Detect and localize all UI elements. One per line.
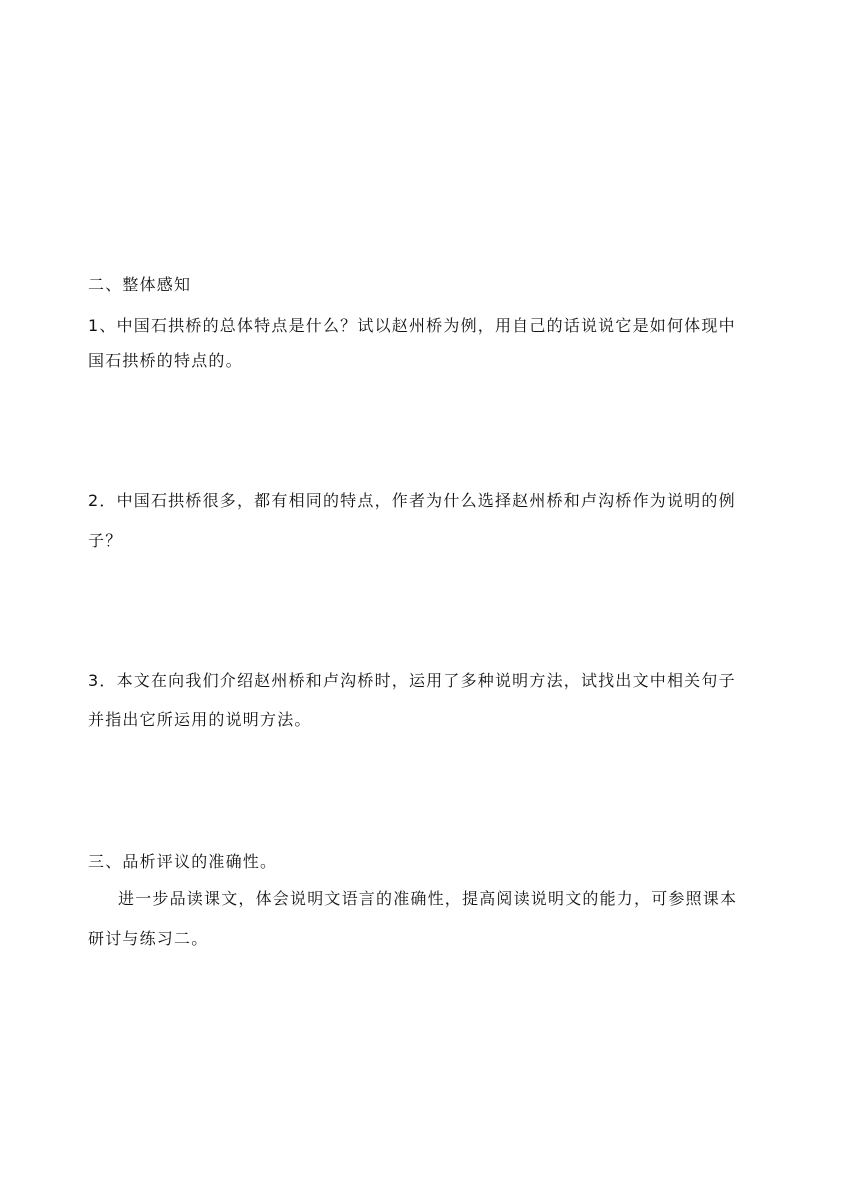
question-2-line-1: 2．中国石拱桥很多，都有相同的特点，作者为什么选择赵州桥和卢沟桥作为说明的例 xyxy=(88,491,736,510)
question-3-line-2: 并指出它所运用的说明方法。 xyxy=(88,710,312,729)
question-2-line-2: 子？ xyxy=(88,531,123,550)
section-heading-integral: 二、整体感知 xyxy=(88,275,192,294)
accuracy-body-line-1: 进一步品读课文，体会说明文语言的准确性，提高阅读说明文的能力，可参照课本 xyxy=(118,889,738,908)
accuracy-body-line-2: 研讨与练习二。 xyxy=(88,929,209,948)
question-1-line-2: 国石拱桥的特点的。 xyxy=(88,351,243,370)
question-1-line-1: 1、中国石拱桥的总体特点是什么？试以赵州桥为例，用自己的话说说它是如何体现中 xyxy=(88,316,736,335)
question-3-line-1: 3．本文在向我们介绍赵州桥和卢沟桥时，运用了多种说明方法，试找出文中相关句子 xyxy=(88,671,736,690)
section-heading-accuracy: 三、品析评议的准确性。 xyxy=(88,852,278,871)
